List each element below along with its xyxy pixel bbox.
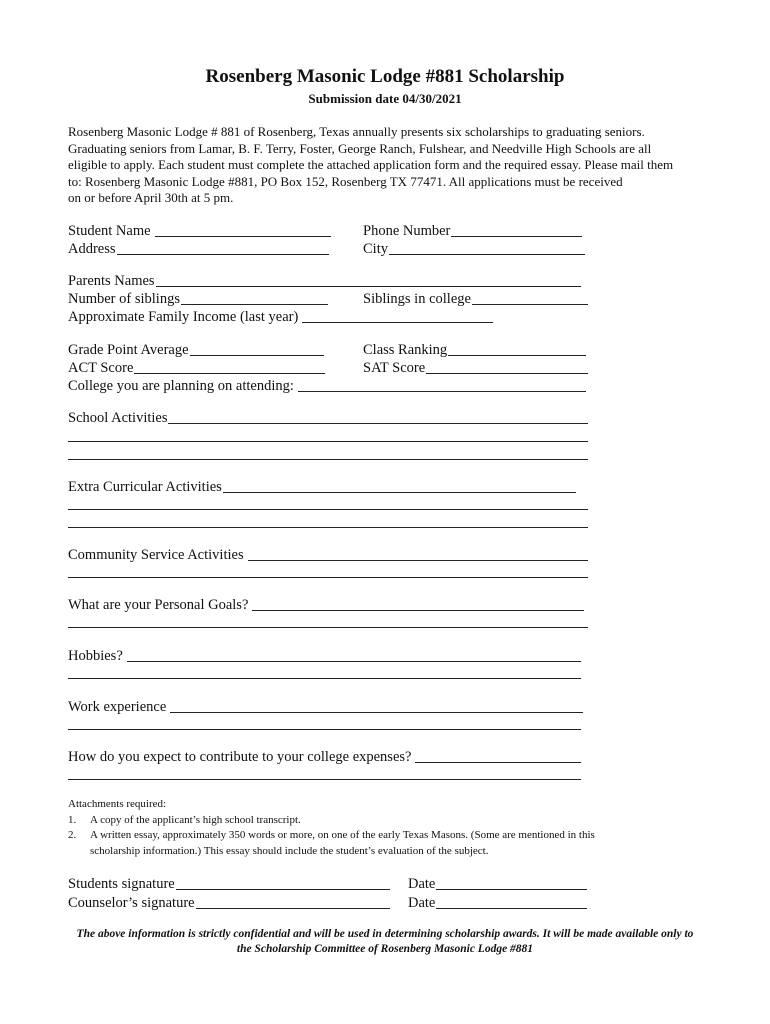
siblings-in-college-label: Siblings in college — [363, 291, 471, 307]
gpa-field[interactable] — [68, 341, 324, 359]
attachment-text-continued: scholarship information.) This essay should include the student’s evaluation of the subject. — [90, 844, 489, 857]
work-experience-label: Work experience — [68, 699, 167, 715]
city-line[interactable] — [389, 254, 585, 255]
work-experience-line-2[interactable] — [68, 729, 581, 730]
student-signature-label: Students signature — [68, 876, 175, 892]
gpa-line[interactable] — [190, 355, 324, 356]
personal-goals-field[interactable] — [68, 596, 584, 614]
address-label: Address — [68, 241, 116, 257]
counselor-signature-field[interactable] — [68, 894, 390, 912]
sat-score-field[interactable] — [363, 359, 588, 377]
personal-goals-line[interactable] — [252, 610, 584, 611]
counselor-signature-line[interactable] — [196, 908, 390, 909]
family-income-field[interactable] — [68, 308, 493, 326]
address-field[interactable] — [68, 240, 329, 258]
school-activities-line-3[interactable] — [68, 459, 588, 460]
student-name-line[interactable] — [155, 236, 331, 237]
extra-curricular-line[interactable] — [223, 492, 576, 493]
gpa-label: Grade Point Average — [68, 342, 189, 358]
siblings-in-college-line[interactable] — [472, 304, 588, 305]
date-line-1[interactable] — [436, 889, 587, 890]
date-field-2[interactable] — [408, 894, 587, 912]
intro-line: Graduating seniors from Lamar, B. F. Terry, Foster, George Ranch, Fulshear, and Needville High Schools are all — [68, 140, 652, 156]
intro-line: to: Rosenberg Masonic Lodge #881, PO Box 152, Rosenberg TX 77471. All applications must be received — [68, 173, 623, 189]
personal-goals-label: What are your Personal Goals? — [68, 597, 249, 613]
date-label-2: Date — [408, 895, 436, 911]
number-of-siblings-line[interactable] — [181, 304, 328, 305]
college-expenses-line-2[interactable] — [68, 779, 581, 780]
extra-curricular-line-3[interactable] — [68, 527, 588, 528]
college-label: College you are planning on attending: — [68, 378, 294, 394]
college-line[interactable] — [298, 391, 586, 392]
extra-curricular-line-2[interactable] — [68, 509, 588, 510]
hobbies-field[interactable] — [68, 647, 581, 665]
intro-line: on or before April 30th at 5 pm. — [68, 190, 234, 206]
date-line-2[interactable] — [436, 908, 587, 909]
work-experience-field[interactable] — [68, 698, 583, 716]
family-income-label: Approximate Family Income (last year) — [68, 309, 299, 325]
page-title: Rosenberg Masonic Lodge #881 Scholarship — [205, 66, 565, 87]
hobbies-label: Hobbies? — [68, 648, 123, 664]
submission-date: Submission date 04/30/2021 — [308, 91, 462, 106]
attachment-number: 1. — [68, 813, 77, 826]
act-score-field[interactable] — [68, 359, 325, 377]
footer-line: The above information is strictly confidential and will be used in determining scholarship awards. It will be made available only to — [76, 928, 694, 940]
siblings-in-college-field[interactable] — [363, 290, 588, 308]
intro-line: eligible to apply. Each student must complete the attached application form and the required essay. Please mail them — [68, 157, 674, 173]
parents-names-line[interactable] — [156, 286, 581, 287]
family-income-line[interactable] — [302, 322, 493, 323]
community-service-label: Community Service Activities — [68, 547, 244, 563]
class-ranking-field[interactable] — [363, 341, 586, 359]
date-field-1[interactable] — [408, 875, 587, 893]
attachment-item — [68, 828, 708, 844]
attachment-item — [68, 813, 708, 829]
class-ranking-line[interactable] — [448, 355, 586, 356]
college-field[interactable] — [68, 377, 586, 395]
extra-curricular-field[interactable] — [68, 478, 576, 496]
attachment-number: 2. — [68, 829, 77, 841]
sat-score-label: SAT Score — [363, 360, 426, 376]
phone-number-field[interactable] — [363, 222, 582, 240]
parents-names-label: Parents Names — [68, 273, 155, 289]
college-expenses-label: How do you expect to contribute to your college expenses? — [68, 749, 412, 765]
counselor-signature-label: Counselor’s signature — [68, 895, 195, 911]
act-score-label: ACT Score — [68, 360, 134, 376]
school-activities-line[interactable] — [168, 423, 588, 424]
parents-names-field[interactable] — [68, 272, 581, 290]
city-label: City — [363, 241, 388, 257]
class-ranking-label: Class Ranking — [363, 342, 448, 358]
student-name-field[interactable] — [68, 222, 331, 240]
address-line[interactable] — [117, 254, 329, 255]
student-name-label: Student Name — [68, 223, 151, 239]
student-signature-line[interactable] — [176, 889, 390, 890]
attachments-heading: Attachments required: — [68, 798, 167, 810]
college-expenses-line[interactable] — [415, 762, 581, 763]
college-expenses-field[interactable] — [68, 748, 581, 766]
community-service-line[interactable] — [248, 560, 588, 561]
city-field[interactable] — [363, 240, 585, 258]
footer-line: the Scholarship Committee of Rosenberg Masonic Lodge #881 — [236, 943, 534, 955]
act-score-line[interactable] — [134, 373, 325, 374]
community-service-line-2[interactable] — [68, 577, 588, 578]
student-signature-field[interactable] — [68, 875, 390, 893]
school-activities-field[interactable] — [68, 409, 588, 427]
phone-number-label: Phone Number — [363, 223, 451, 239]
attachments-section — [68, 797, 708, 859]
school-activities-label: School Activities — [68, 410, 168, 426]
intro-paragraph — [68, 124, 728, 207]
number-of-siblings-field[interactable] — [68, 290, 328, 308]
phone-number-line[interactable] — [451, 236, 582, 237]
date-label-1: Date — [408, 876, 436, 892]
intro-line: Rosenberg Masonic Lodge # 881 of Rosenberg, Texas annually presents six scholarships to graduating seniors. — [68, 124, 645, 139]
confidentiality-notice — [20, 927, 750, 957]
attachment-text: A written essay, approximately 350 words or more, on one of the early Texas Masons. (Some are mentioned in this — [90, 829, 595, 841]
number-of-siblings-label: Number of siblings — [68, 291, 180, 307]
work-experience-line[interactable] — [170, 712, 583, 713]
school-activities-line-2[interactable] — [68, 441, 588, 442]
hobbies-line-2[interactable] — [68, 678, 581, 679]
attachment-text: A copy of the applicant’s high school transcript. — [90, 813, 301, 826]
personal-goals-line-2[interactable] — [68, 627, 588, 628]
sat-score-line[interactable] — [426, 373, 588, 374]
hobbies-line[interactable] — [127, 661, 581, 662]
community-service-field[interactable] — [68, 546, 588, 564]
extra-curricular-label: Extra Curricular Activities — [68, 479, 222, 495]
